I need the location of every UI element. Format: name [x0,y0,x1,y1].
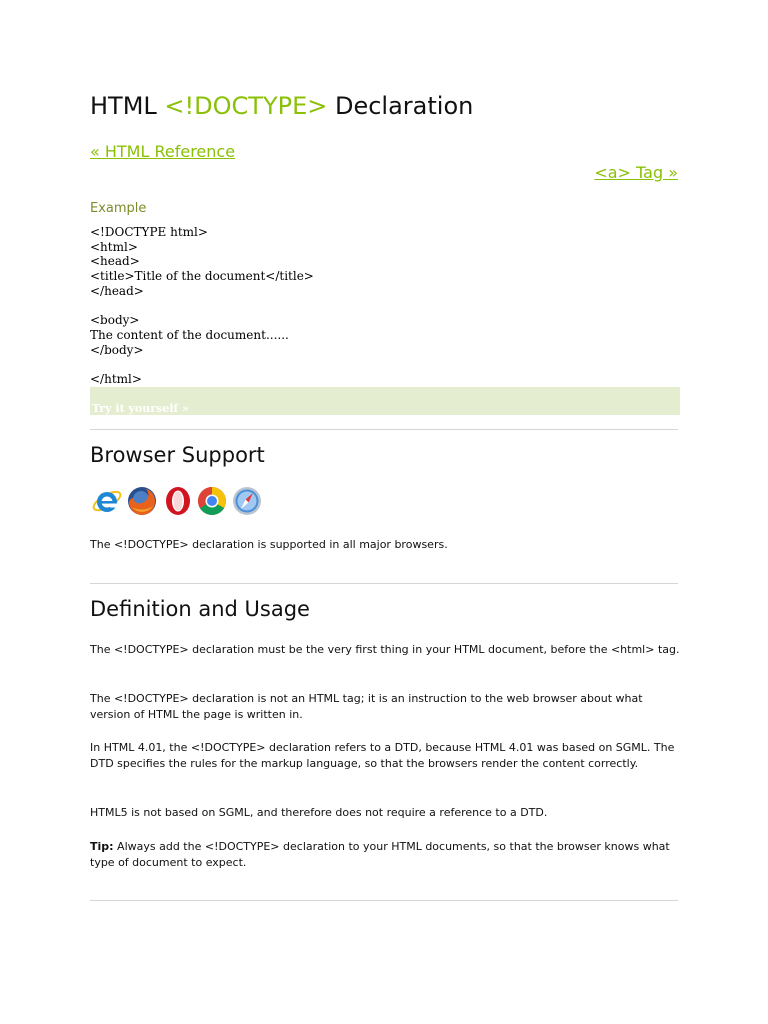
tip-text: Always add the <!DOCTYPE> declaration to your HTML documents, so that the browser knows what type of document to expect. [90,840,670,869]
definition-paragraph: The <!DOCTYPE> declaration must be the very first thing in your HTML document, before the <html> tag. [90,643,680,656]
internet-explorer-icon [91,485,123,517]
browser-support-text: The <!DOCTYPE> declaration is supported in all major browsers. [90,538,448,551]
try-it-yourself-link[interactable]: Try it yourself » [92,402,189,415]
divider [90,900,678,901]
definition-paragraph: In HTML 4.01, the <!DOCTYPE> declaration refers to a DTD, because HTML 4.01 was based on SGML. The DTD specifies the rules for the markup language, so that the browsers render the content correctly. [90,741,675,770]
opera-icon [162,485,194,517]
divider [90,429,678,430]
tip-paragraph [90,839,685,871]
definition-paragraph: HTML5 is not based on SGML, and therefore does not require a reference to a DTD. [90,806,548,819]
divider [90,583,678,584]
example-label: Example [90,201,147,216]
page-title-suffix: Declaration [327,92,474,120]
page-title [90,92,473,120]
try-it-bar [90,387,680,415]
browser-support-heading: Browser Support [90,443,265,467]
chrome-icon [196,485,228,517]
tip-label: Tip: [90,840,114,853]
browser-icons [90,485,265,519]
firefox-icon [126,485,158,517]
next-page-link[interactable]: <a> Tag » [594,163,678,182]
safari-icon [231,485,263,517]
prev-page-link[interactable]: « HTML Reference [90,142,236,161]
definition-heading: Definition and Usage [90,597,310,621]
page-title-highlight: <!DOCTYPE> [164,92,328,120]
page-title-prefix: HTML [90,92,165,120]
definition-paragraph: The <!DOCTYPE> declaration is not an HTML tag; it is an instruction to the web browser about what version of HTML the page is written in. [90,692,643,721]
example-code: <!DOCTYPE html> <html> <head> <title>Title of the document</title> </head> <body> The content of the document...... </body> </html> [90,225,314,387]
